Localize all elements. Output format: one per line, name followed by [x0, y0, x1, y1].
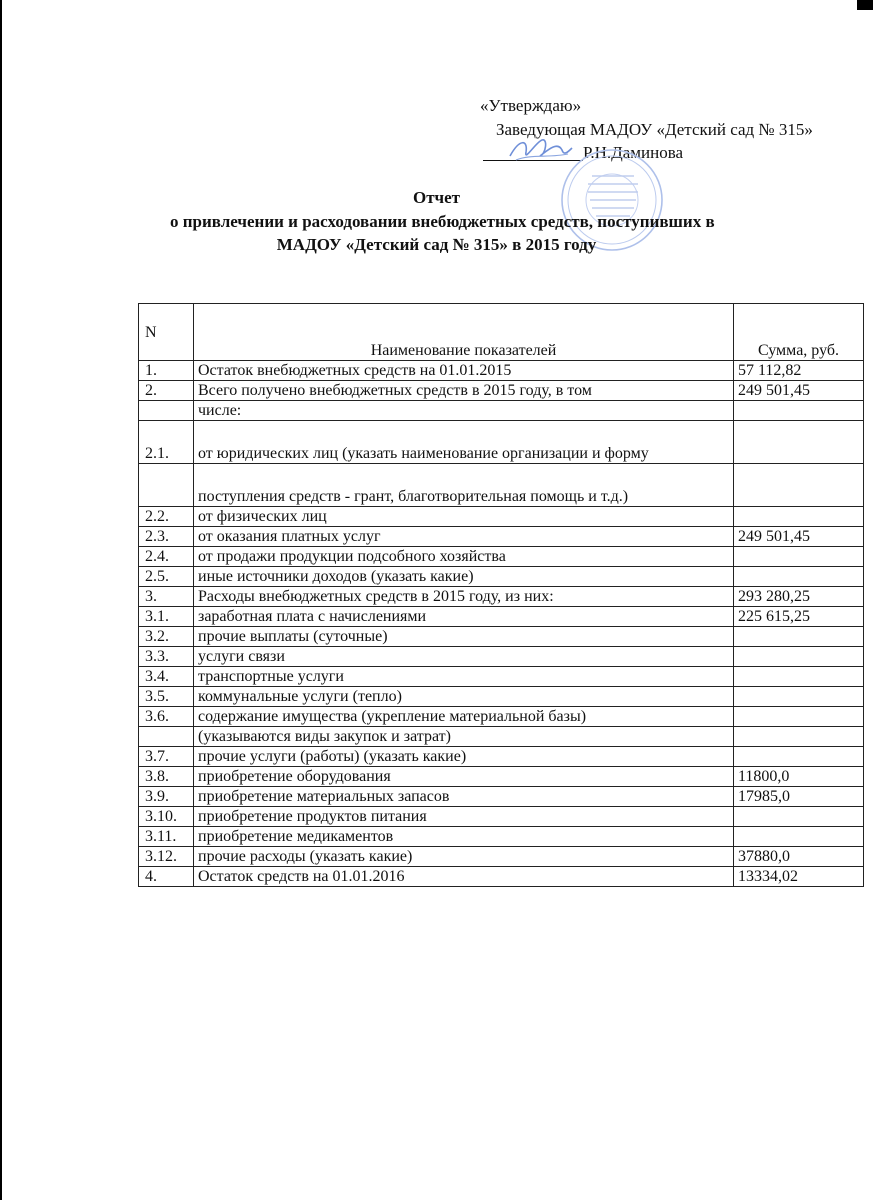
table-row — [139, 867, 864, 887]
row-name: прочие выплаты (суточные) — [194, 627, 734, 647]
report-title: Отчет — [412, 188, 461, 207]
table-row — [139, 847, 864, 867]
table-row — [139, 421, 864, 464]
table-row — [139, 587, 864, 607]
row-name: приобретение материальных запасов — [194, 787, 734, 807]
approval-position: Заведующая МАДОУ «Детский сад № 315» — [496, 120, 813, 139]
table-row — [139, 807, 864, 827]
row-name: Остаток внебюджетных средств на 01.01.2015 — [194, 361, 734, 381]
row-number: 2.5. — [139, 567, 194, 587]
row-sum — [734, 667, 864, 687]
row-number: 3. — [139, 587, 194, 607]
row-name: приобретение оборудования — [194, 767, 734, 787]
table-row — [139, 464, 864, 507]
header-number: N — [139, 304, 194, 361]
row-sum — [734, 827, 864, 847]
row-sum — [734, 464, 864, 507]
table-row — [139, 767, 864, 787]
row-sum — [734, 747, 864, 767]
row-name: прочие расходы (указать какие) — [194, 847, 734, 867]
table-row — [139, 787, 864, 807]
row-sum — [734, 627, 864, 647]
row-sum: 17985,0 — [734, 787, 864, 807]
table-row — [139, 827, 864, 847]
table-row — [139, 647, 864, 667]
row-sum — [734, 401, 864, 421]
row-sum: 37880,0 — [734, 847, 864, 867]
row-name: заработная плата с начислениями — [194, 607, 734, 627]
row-name: (указываются виды закупок и затрат) — [194, 727, 734, 747]
row-number: 2.3. — [139, 527, 194, 547]
row-name: приобретение медикаментов — [194, 827, 734, 847]
report-subtitle-line-2: МАДОУ «Детский сад № 315» в 2015 году — [276, 235, 597, 254]
row-number: 3.6. — [139, 707, 194, 727]
row-name: от продажи продукции подсобного хозяйства — [194, 547, 734, 567]
table-row — [139, 567, 864, 587]
row-name: числе: — [194, 401, 734, 421]
row-number: 3.3. — [139, 647, 194, 667]
approval-heading: «Утверждаю» — [480, 96, 582, 115]
row-name: Всего получено внебюджетных средств в 2015 году, в том — [194, 381, 734, 401]
header-name: Наименование показателей — [194, 304, 734, 361]
row-number: 2. — [139, 381, 194, 401]
row-sum: 293 280,25 — [734, 587, 864, 607]
table-row — [139, 747, 864, 767]
row-number — [139, 464, 194, 507]
row-name: поступления средств - грант, благотворительная помощь и т.д.) — [194, 464, 734, 507]
row-number: 3.11. — [139, 827, 194, 847]
row-sum: 225 615,25 — [734, 607, 864, 627]
row-sum — [734, 687, 864, 707]
row-number: 2.1. — [139, 421, 194, 464]
row-sum: 13334,02 — [734, 867, 864, 887]
row-number: 3.7. — [139, 747, 194, 767]
row-number: 3.8. — [139, 767, 194, 787]
row-sum — [734, 727, 864, 747]
row-name: прочие услуги (работы) (указать какие) — [194, 747, 734, 767]
row-name: иные источники доходов (указать какие) — [194, 567, 734, 587]
row-name: транспортные услуги — [194, 667, 734, 687]
table-row — [139, 707, 864, 727]
row-sum — [734, 647, 864, 667]
row-sum — [734, 507, 864, 527]
row-name: Расходы внебюджетных средств в 2015 году, из них: — [194, 587, 734, 607]
row-number: 1. — [139, 361, 194, 381]
row-sum: 57 112,82 — [734, 361, 864, 381]
row-number: 3.10. — [139, 807, 194, 827]
row-sum — [734, 547, 864, 567]
row-name: от физических лиц — [194, 507, 734, 527]
row-name: приобретение продуктов питания — [194, 807, 734, 827]
row-number: 2.4. — [139, 547, 194, 567]
row-number: 3.12. — [139, 847, 194, 867]
row-sum: 11800,0 — [734, 767, 864, 787]
table-row — [139, 361, 864, 381]
row-number: 3.1. — [139, 607, 194, 627]
report-subtitle-line-1: о привлечении и расходовании внебюджетных средств, поступивших в — [170, 212, 715, 231]
row-name: коммунальные услуги (тепло) — [194, 687, 734, 707]
table-row — [139, 667, 864, 687]
row-sum — [734, 567, 864, 587]
table-row — [139, 627, 864, 647]
row-name: содержание имущества (укрепление материальной базы) — [194, 707, 734, 727]
row-sum — [734, 707, 864, 727]
row-number: 3.9. — [139, 787, 194, 807]
table-row — [139, 381, 864, 401]
row-number: 2.2. — [139, 507, 194, 527]
table-header-row — [139, 304, 864, 361]
approval-signer: Р.Н.Даминова — [583, 143, 684, 162]
table-row — [139, 507, 864, 527]
row-name: Остаток средств на 01.01.2016 — [194, 867, 734, 887]
table-row — [139, 401, 864, 421]
table-row — [139, 607, 864, 627]
row-number: 4. — [139, 867, 194, 887]
row-number — [139, 727, 194, 747]
scan-edge — [0, 0, 2, 1200]
row-sum — [734, 807, 864, 827]
header-sum: Сумма, руб. — [734, 304, 864, 361]
scan-corner — [857, 0, 873, 10]
row-number: 3.2. — [139, 627, 194, 647]
row-sum — [734, 421, 864, 464]
row-name: от юридических лиц (указать наименование организации и форму — [194, 421, 734, 464]
table-row — [139, 547, 864, 567]
table-row — [139, 727, 864, 747]
row-sum: 249 501,45 — [734, 527, 864, 547]
row-name: услуги связи — [194, 647, 734, 667]
row-name: от оказания платных услуг — [194, 527, 734, 547]
report-table — [138, 303, 864, 887]
row-sum: 249 501,45 — [734, 381, 864, 401]
table-row — [139, 527, 864, 547]
table-row — [139, 687, 864, 707]
row-number: 3.4. — [139, 667, 194, 687]
row-number: 3.5. — [139, 687, 194, 707]
row-number — [139, 401, 194, 421]
